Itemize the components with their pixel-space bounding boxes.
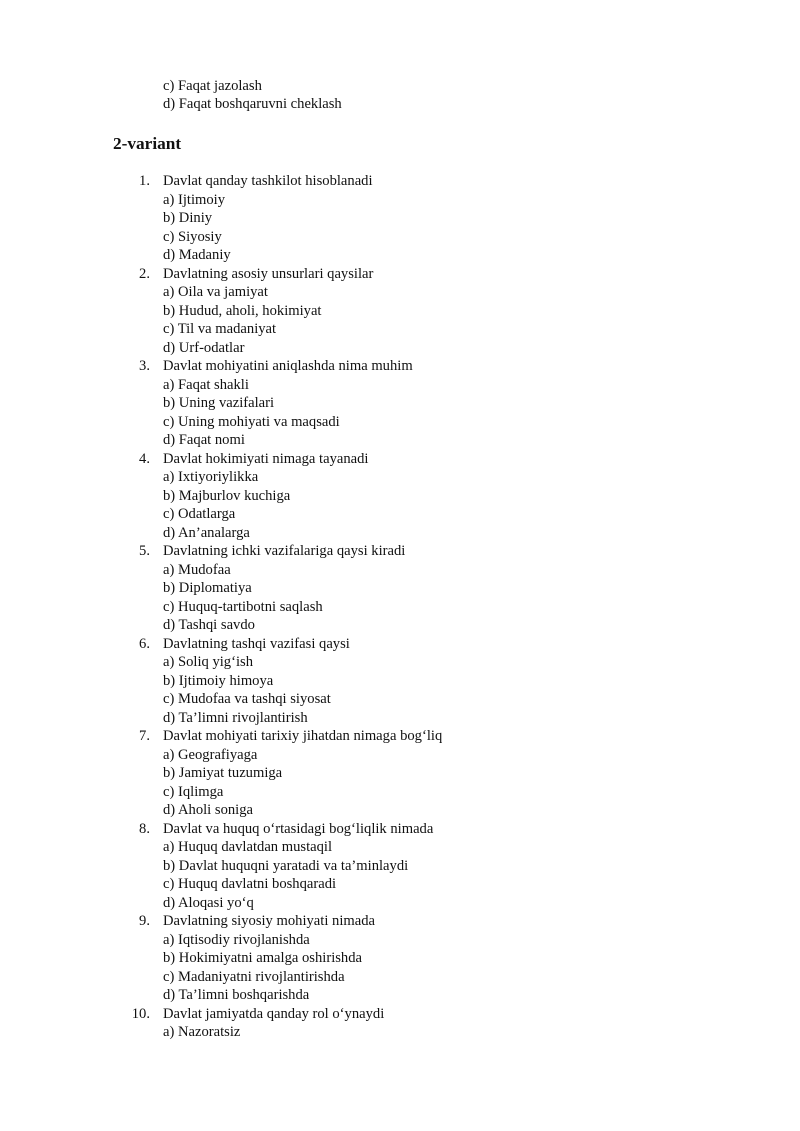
question-text: Davlat va huquq o‘rtasidagi bog‘liqlik nimada	[163, 820, 434, 837]
answer-option: a) Oila va jamiyat	[163, 284, 268, 300]
section-heading: 2-variant	[113, 134, 182, 153]
answer-option: c) Siyosiy	[163, 228, 222, 245]
question-number: 2.	[139, 265, 150, 282]
question-number: 4.	[139, 450, 150, 467]
prev-option-d: d) Faqat boshqaruvni cheklash	[163, 96, 342, 112]
answer-option: a) Ijtimoiy	[163, 191, 226, 208]
prev-option-c: c) Faqat jazolash	[163, 78, 262, 94]
answer-option: a) Ixtiyoriylikka	[163, 469, 259, 485]
question-text: Davlat mohiyatini aniqlashda nima muhim	[163, 358, 413, 374]
answer-option: c) Odatlarga	[163, 506, 236, 522]
question-text: Davlatning siyosiy mohiyati nimada	[163, 913, 375, 929]
answer-option: a) Nazoratsiz	[163, 1024, 241, 1040]
answer-option: d) Faqat nomi	[163, 432, 245, 448]
answer-option: d) Ta’limni boshqarishda	[163, 987, 310, 1003]
question-number: 3.	[139, 358, 150, 374]
answer-option: a) Soliq yig‘ish	[163, 654, 253, 670]
answer-option: b) Diniy	[163, 210, 213, 226]
question-text: Davlatning tashqi vazifasi qaysi	[163, 635, 350, 652]
answer-option: a) Geografiyaga	[163, 746, 258, 763]
question-number: 6.	[139, 635, 150, 652]
question-text: Davlat jamiyatda qanday rol o‘ynaydi	[163, 1005, 385, 1022]
answer-option: a) Huquq davlatdan mustaqil	[163, 839, 333, 855]
answer-option: b) Hudud, aholi, hokimiyat	[163, 302, 322, 319]
answer-option: a) Faqat shakli	[163, 376, 249, 393]
answer-option: d) Ta’limni rivojlantirish	[163, 709, 308, 726]
answer-option: c) Huquq-tartibotni saqlash	[163, 598, 323, 615]
answer-option: c) Iqlimga	[163, 783, 224, 800]
answer-option: b) Ijtimoiy himoya	[163, 672, 274, 689]
answer-option: d) Madaniy	[163, 247, 231, 263]
answer-option: b) Diplomatiya	[163, 580, 252, 596]
answer-option: a) Mudofaa	[163, 561, 231, 578]
answer-option: b) Jamiyat tuzumiga	[163, 765, 283, 781]
question-text: Davlat hokimiyati nimaga tayanadi	[163, 450, 369, 467]
question-number: 5.	[139, 543, 150, 559]
answer-option: c) Madaniyatni rivojlantirishda	[163, 968, 345, 985]
answer-option: b) Majburlov kuchiga	[163, 487, 291, 504]
answer-option: c) Huquq davlatni boshqaradi	[163, 876, 337, 892]
question-text: Davlatning asosiy unsurlari qaysilar	[163, 265, 374, 282]
answer-option: c) Til va madaniyat	[163, 321, 277, 337]
question-text: Davlat mohiyati tarixiy jihatdan nimaga bog‘liq	[163, 728, 443, 744]
question-number: 1.	[139, 173, 150, 189]
answer-option: d) Tashqi savdo	[163, 617, 255, 633]
question-number: 7.	[139, 728, 150, 744]
question-text: Davlatning ichki vazifalariga qaysi kiradi	[163, 543, 406, 559]
question-number: 8.	[139, 820, 150, 837]
answer-option: c) Uning mohiyati va maqsadi	[163, 413, 340, 430]
answer-option: b) Davlat huquqni yaratadi va ta’minlaydi	[163, 857, 409, 874]
answer-option: c) Mudofaa va tashqi siyosat	[163, 691, 331, 707]
question-number: 10.	[131, 1005, 150, 1022]
question-text: Davlat qanday tashkilot hisoblanadi	[163, 173, 373, 189]
answer-option: a) Iqtisodiy rivojlanishda	[163, 931, 310, 948]
answer-option: d) Urf-odatlar	[163, 339, 245, 356]
answer-option: d) Aholi soniga	[163, 802, 253, 818]
answer-option: b) Uning vazifalari	[163, 395, 275, 411]
answer-option: d) An’analarga	[163, 524, 250, 541]
answer-option: b) Hokimiyatni amalga oshirishda	[163, 950, 363, 966]
answer-option: d) Aloqasi yo‘q	[163, 894, 254, 911]
question-number: 9.	[139, 913, 150, 929]
